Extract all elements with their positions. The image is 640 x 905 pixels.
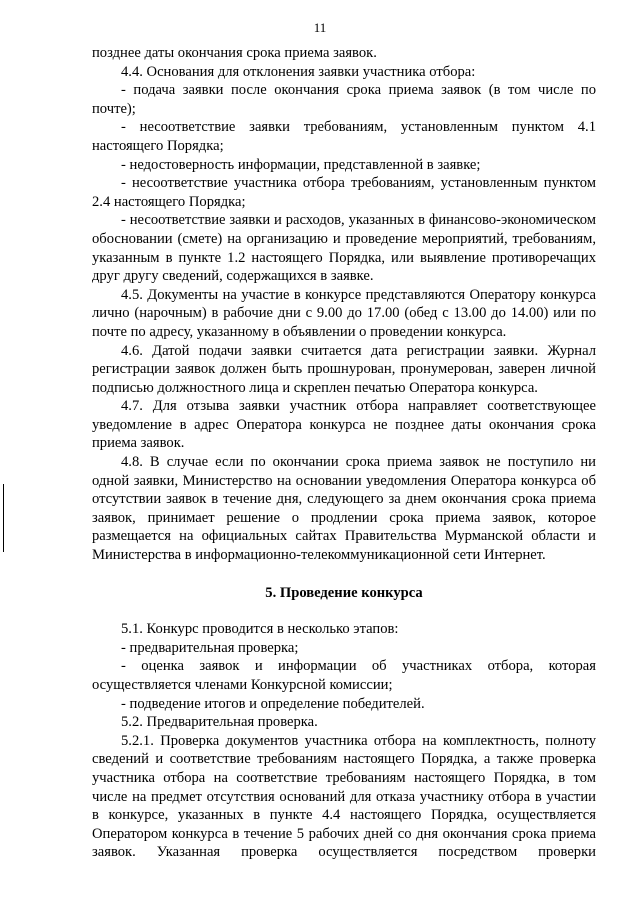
- paragraph: - несоответствие участника отбора требованиям, установленным пунктом 2.4 настоящего Порядка;: [92, 175, 596, 210]
- page-number: 11: [313, 20, 327, 35]
- paragraph: - подача заявки после окончания срока приема заявок (в том числе по почте);: [92, 82, 596, 117]
- section-heading: 5. Проведение конкурса: [265, 584, 423, 601]
- paragraph: 4.8. В случае если по окончании срока приема заявок не поступило ни одной заявки, Министерство на основании уведомления Оператора конкурса об отсутствии заявок в течение дня, следующего за днем окончания срока приема заявок, принимает решение о продлении срока приема заявок, которое размещается на официальных сайтах Правительства Мурманской области и Министерства в информационно-телекоммуникационной сети Интернет.: [92, 454, 596, 564]
- paragraph: позднее даты окончания срока приема заявок.: [92, 45, 377, 61]
- paragraph: 5.2. Предварительная проверка.: [121, 714, 318, 731]
- section-4-continuation: [92, 44, 596, 565]
- paragraph: - оценка заявок и информации об участниках отбора, которая осуществляется членами Конкурсной комиссии;: [92, 658, 596, 693]
- paragraph: - несоответствие заявки требованиям, установленным пунктом 4.1 настоящего Порядка;: [92, 119, 596, 154]
- document-body: [92, 44, 596, 862]
- paragraph: 4.6. Датой подачи заявки считается дата регистрации заявки. Журнал регистрации заявок должен быть прошнурован, пронумерован, заверен личной подписью должностного лица и скреплен печатью Оператора конкурса.: [92, 342, 596, 396]
- paragraph: 5.2.1. Проверка документов участника отбора на комплектность, полноту сведений и соответствие требованиям настоящего Порядка, а также проверка участника отбора на соответствие требованиям настоящего Порядка, в том числе на предмет отсутствия оснований для отказа участнику отбора в участии в конкурсе, указанных в пункте 4.4 настоящего Порядка, осуществляется Оператором конкурса в течение 5 рабочих дней со дня окончания срока приема заявок. Указанная проверка осуществляется посредством проверки: [92, 732, 596, 861]
- paragraph: - несоответствие заявки и расходов, указанных в финансово-экономическом обосновании (смете) на организацию и проведение мероприятий, требованиям, указанным в пункте 1.2 настоящего Порядка, или выявление противоречащих друг другу сведений, содержащихся в заявке.: [92, 212, 596, 285]
- margin-binding-mark: [3, 484, 4, 552]
- paragraph: - недостоверность информации, представленной в заявке;: [121, 156, 481, 173]
- paragraph: 5.1. Конкурс проводится в несколько этапов:: [121, 621, 399, 638]
- paragraph: 4.5. Документы на участие в конкурсе представляются Оператору конкурса лично (нарочным) в рабочие дни с 9.00 до 17.00 (обед с 13.00 до 14.00) или по почте по адресу, указанному в объявлении о проведении конкурса.: [92, 286, 596, 340]
- paragraph: - подведение итогов и определение победителей.: [121, 695, 425, 712]
- paragraph: - предварительная проверка;: [121, 639, 299, 656]
- section-5-body: [92, 620, 596, 862]
- paragraph: 4.7. Для отзыва заявки участник отбора направляет соответствующее уведомление в адрес Оператора конкурса не позднее даты окончания срока приема заявок.: [92, 398, 596, 452]
- paragraph: 4.4. Основания для отклонения заявки участника отбора:: [121, 63, 476, 80]
